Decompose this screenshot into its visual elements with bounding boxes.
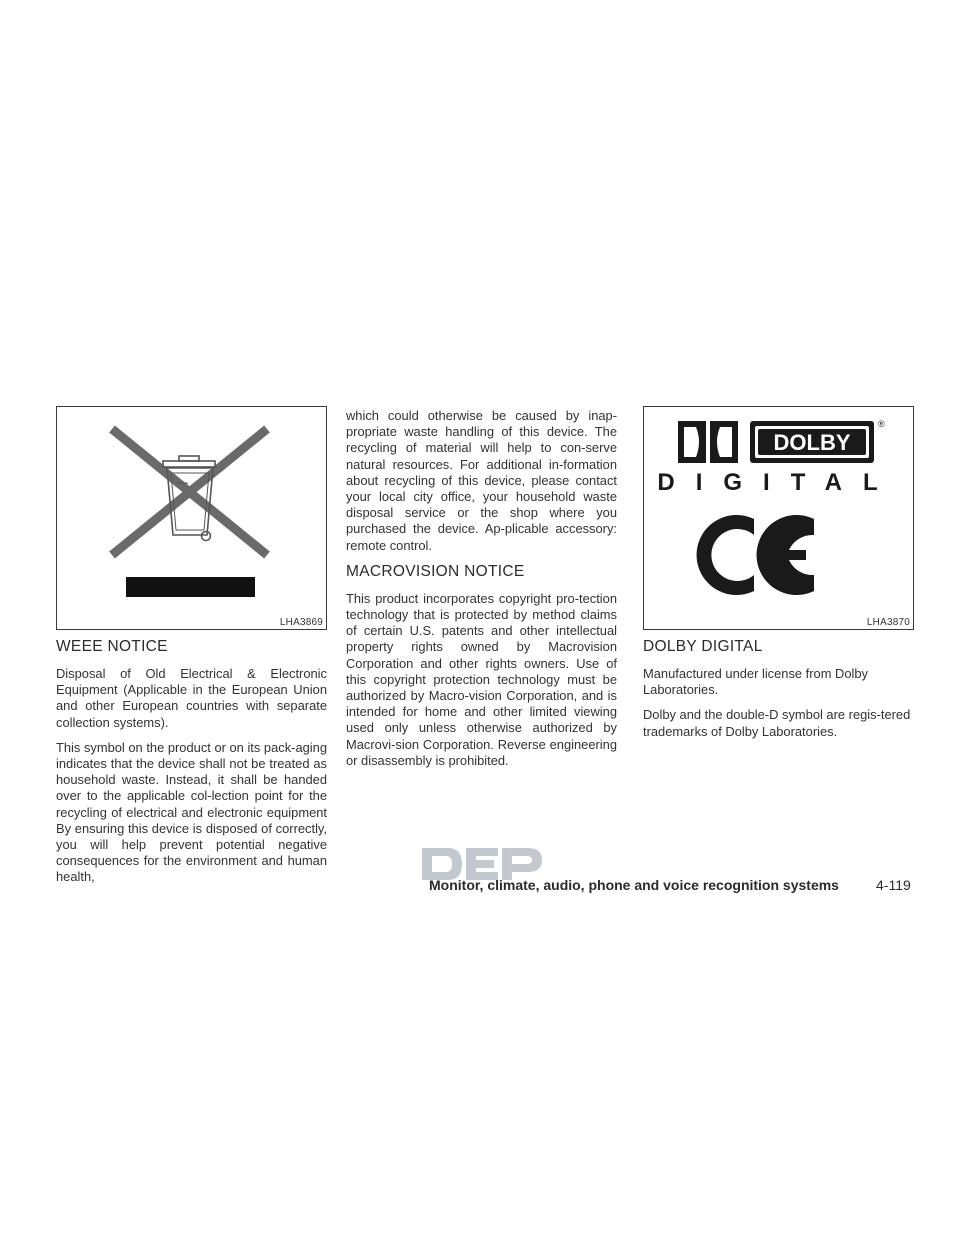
ce-mark-icon: [697, 515, 814, 595]
dolby-logo-icon: [644, 407, 913, 629]
macrovision-heading: MACROVISION NOTICE: [346, 562, 525, 580]
dolby-heading: DOLBY DIGITAL: [643, 638, 763, 655]
weee-paragraph-2: This symbol on the product or on its pack-aging indicates that the device shall not be treated as household waste. Instead, it shall be handed over to the applicable col-lection point for the recycling of electrical and electronic equipment By ensuring this device is disposed of correctly, you will help prevent potential negative consequences for the environment and human health,: [56, 739, 327, 885]
page-footer: [420, 876, 920, 900]
figure-code: LHA3869: [279, 617, 323, 628]
weee-heading: WEEE NOTICE: [56, 638, 168, 655]
crossed-bin-icon: [57, 407, 326, 629]
dolby-figure: [643, 406, 914, 630]
figure-code: LHA3870: [866, 617, 910, 628]
dolby-digital-text: DIGITAL: [657, 469, 899, 496]
column-dolby: [643, 406, 914, 749]
registered-mark-icon: ®: [878, 419, 885, 429]
page-number: 4-119: [876, 877, 911, 893]
column-weee: [56, 406, 327, 895]
footer-section-title: Monitor, climate, audio, phone and voice recognition systems: [429, 877, 839, 893]
macrovision-paragraph: This product incorporates copyright pro-tection technology that is protected by method claims of certain U.S. patents and other intellectual property rights owned by Macrovision Corporation and other rights owners. Use of this copyright protection technology must be authorized by Macro-vision Corporation, and is intended for home and other limited viewing used only unless otherwise authorized by Macrovi-sion Corporation. Reverse engineering or disassembly is prohibited.: [346, 590, 617, 768]
dolby-paragraph-2: Dolby and the double-D symbol are regis-tered trademarks of Dolby Laboratories.: [643, 707, 911, 739]
dolby-paragraph-1: Manufactured under license from Dolby Laboratories.: [643, 666, 868, 698]
column-macrovision: [346, 408, 617, 778]
separate-collection-bar: [126, 577, 255, 597]
weee-figure: [56, 406, 327, 630]
dolby-logo-text: DOLBY: [773, 430, 851, 455]
weee-paragraph-1: Disposal of Old Electrical & Electronic Equipment (Applicable in the European Union and other European countries with separate collection systems).: [56, 666, 327, 730]
weee-continuation: which could otherwise be caused by inap-propriate waste handling of this device. The recycling of material will help to con-serve natural resources. For additional in-formation about recycling of this device, please contact your local city office, your household waste disposal service or the shop where you purchased the device. Ap-plicable accessory: remote control.: [346, 408, 617, 553]
